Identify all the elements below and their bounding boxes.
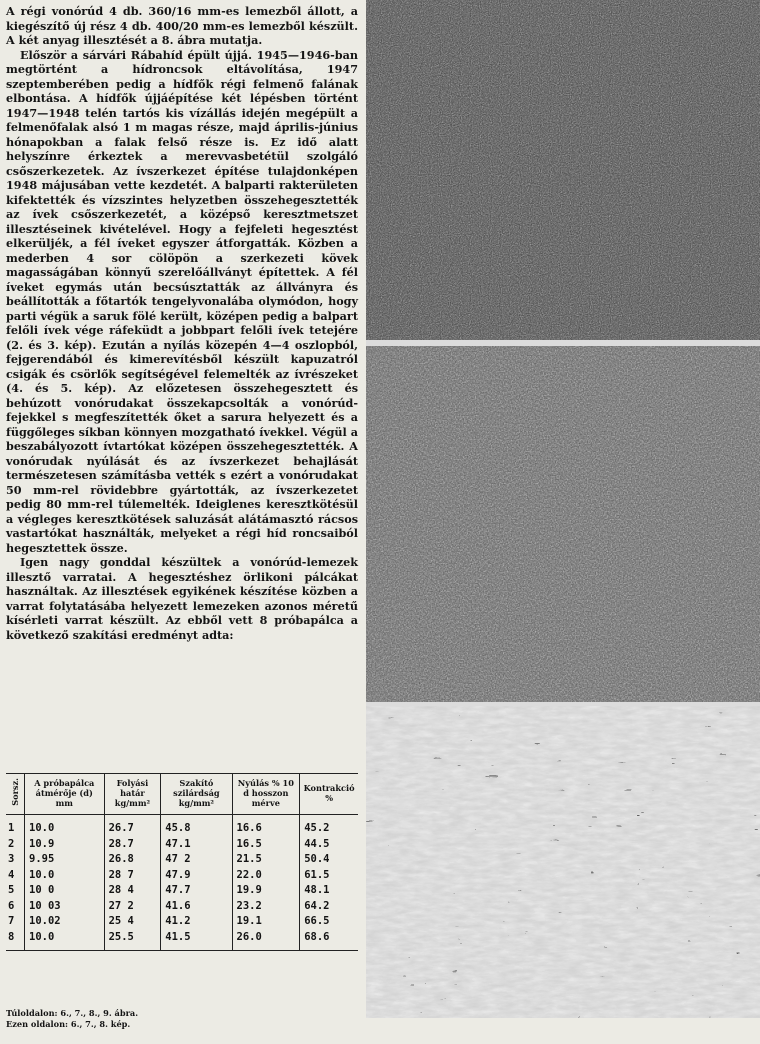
- paragraph-3: Igen nagy gonddal készültek a vonórúd-lemezek illesztő varratai. A hegesztéshez örlikoni pálcákat használtak. Az illesztések egyikének készítése közben a varrat folytatásába helyezett lemezeken azonos méretű kísérleti varrat készült. Az ebből vett 8 próbapálca a következő szakítási eredményt adta:: [6, 555, 358, 642]
- table-cell: 28.7: [104, 837, 161, 853]
- table-cell: 10.9: [25, 837, 105, 853]
- table-cell: 4: [8, 868, 15, 881]
- table-cell: 47 2: [161, 852, 232, 868]
- table-cell: 21.5: [232, 852, 300, 868]
- article-text: [6, 4, 358, 642]
- table-cell: 22.0: [232, 868, 300, 884]
- table-cell: 16.5: [232, 837, 300, 853]
- table-cell: 10.0: [25, 868, 105, 884]
- table-row: [6, 852, 358, 868]
- table-cell: 10.0: [25, 930, 105, 951]
- table-cell: 8: [6, 930, 25, 951]
- table-cell: 5: [8, 884, 15, 896]
- micrograph-top: [366, 0, 760, 340]
- col-header-folyasi: Folyási határ kg/mm²: [104, 774, 161, 815]
- table-cell: 45.2: [300, 815, 358, 837]
- table-cell: 16.6: [232, 815, 300, 837]
- table-cell: 2: [8, 837, 15, 850]
- table-cell: 10.0: [25, 815, 105, 837]
- table-header-row: [6, 774, 358, 815]
- table-cell: 25 4: [104, 914, 161, 930]
- table-cell: 47.7: [161, 883, 232, 899]
- paragraph-2: Először a sárvári Rábahíd épült újjá. 1945—1946-ban megtörtént a hídroncsok eltávolítása, 1947 szeptemberében pedig a hídfők régi felmenő falának elbontása. A hídfők újjáépítése két lépésben történt 1947—1948 telén tartós kis vízállás idején megépült a felmenőfalak alsó 1 m magas része, majd április-június hónapokban a falak felső része is. Ez idő alatt helyszínre érkeztek a merevvasbetétül szolgáló csőszerkezetek. Az ívszerkezet építése tulajdonképen 1948 májusában vette kezdetét. A balparti rakterületen kifektették és vízszintes helyzetben összehegesztették az ívek csőszerkezetét, a középső keresztmetszet illesztéseinek kivételével. Hogy a fejfeleti hegesztést elkerüljék, a fél íveket egyszer átforgatták. Közben a mederben 4 sor cölöpön a szerkezeti kövek magasságában könnyű szerelőállványt építettek. A fél íveket egymás után becsúsztatták az állványra és beállították a főtartók tengelyvonalába olymódon, hogy parti végük a saruk fölé került, középen pedig a balpart felőli ívek vége ráfeküdt a jobbpart felőli ívek tetejére (2. és 3. kép). Ezután a nyílás közepén 4—4 oszlopból, fejgerendából és kimerevítésből készült kapuzatról csigák és csörlők segítségével felemelték az ívrészeket (4. és 5. kép). Az előzetesen összehegesztett és behúzott vonórudakat összekapcsolták a vonórúd-fejekkel s megfeszítették őket a sarura helyezett és a függőleges síkban könnyen mozgatható ívekkel. Végül a beszabályozott ívtartókat középen összehegesztették. A vonórudak nyúlását és az ívszerkezet behajlását természetesen számításba vették s ezért a vonórudakat 50 mm-rel rövidebbre gyártották, az ívszerkezetet pedig 80 mm-rel túlemelték. Ideiglenes keresztkötésül a végleges keresztkötések saluzását alátámasztó rácsos vastartókat használták, melyeket a régi híd roncsaiból hegesztettek össze.: [6, 47, 358, 555]
- table-cell: 6: [8, 899, 15, 912]
- col-header-sorsz: Sorsz.: [6, 774, 25, 815]
- table-cell: 19.1: [232, 914, 300, 930]
- table-cell: 48.1: [300, 883, 358, 899]
- col-header-nyulas: Nyúlás % 10 d hosszon mérve: [232, 774, 300, 815]
- col-header-szakito: Szakító szilárdság kg/mm²: [161, 774, 232, 815]
- table-cell: 10.02: [25, 914, 105, 930]
- micrograph-top-image: [366, 0, 760, 340]
- table-cell: 25.5: [104, 930, 161, 951]
- caption-footer: [6, 1008, 358, 1030]
- table-cell: 61.5: [300, 868, 358, 884]
- micrograph-middle-image: [366, 346, 760, 702]
- table-row: [6, 815, 358, 837]
- table-cell: 19.9: [232, 883, 300, 899]
- table-cell: 1: [8, 822, 15, 834]
- test-results-table: [6, 773, 358, 951]
- table-row: [6, 868, 358, 884]
- table-cell: 26.7: [104, 815, 161, 837]
- table-cell: 3: [8, 853, 15, 865]
- table-cell: 26.8: [104, 852, 161, 868]
- table-row: [6, 914, 358, 930]
- table-cell: 28 7: [104, 868, 161, 884]
- table-row: [6, 899, 358, 915]
- col-header-atmero: A próbapálca átmérője (d) mm: [25, 774, 105, 815]
- table-cell: 47.9: [161, 868, 232, 884]
- table-cell: 26.0: [232, 930, 300, 951]
- table-cell: 50.4: [300, 852, 358, 868]
- table-cell: 7: [8, 915, 15, 927]
- col-header-kontrakcio: Kontrakció %: [300, 774, 358, 815]
- micrograph-column: [366, 0, 760, 1044]
- table-body: [6, 815, 358, 951]
- micrograph-middle: [366, 346, 760, 702]
- table-cell: 10 03: [25, 899, 105, 915]
- table-cell: 41.2: [161, 914, 232, 930]
- table-cell: 45.8: [161, 815, 232, 837]
- table-row: [6, 930, 358, 951]
- paragraph-1: A régi vonórúd 4 db. 360/16 mm-es lemezből állott, a kiegészítő új rész 4 db. 400/20 mm-es lemezből készült. A két anyag illesztését a 8. ábra mutatja.: [6, 4, 358, 47]
- table-row: [6, 837, 358, 853]
- micrograph-bottom: [366, 706, 760, 1018]
- caption-line-1: Túloldalon: 6., 7., 8., 9. ábra.: [6, 1008, 139, 1018]
- table-cell: 47.1: [161, 837, 232, 853]
- table-cell: 66.5: [300, 914, 358, 930]
- micrograph-bottom-image: [366, 706, 760, 1018]
- caption-line-2: Ezen oldalon: 6., 7., 8. kép.: [6, 1019, 131, 1029]
- table-cell: 44.5: [300, 837, 358, 853]
- table-cell: 9.95: [25, 852, 105, 868]
- table-cell: 23.2: [232, 899, 300, 915]
- table-cell: 64.2: [300, 899, 358, 915]
- table-cell: 41.6: [161, 899, 232, 915]
- table-row: [6, 883, 358, 899]
- table-cell: 41.5: [161, 930, 232, 951]
- table-cell: 68.6: [300, 930, 358, 951]
- table-cell: 28 4: [104, 883, 161, 899]
- table-cell: 10 0: [25, 883, 105, 899]
- table-cell: 27 2: [104, 899, 161, 915]
